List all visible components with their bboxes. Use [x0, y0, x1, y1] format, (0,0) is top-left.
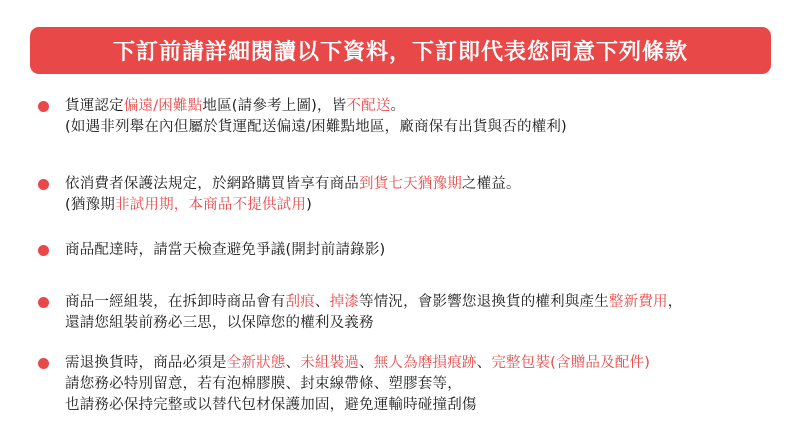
highlight-text: 完整包裝(含贈品及配件)	[491, 355, 651, 371]
body-text: 商品一經組裝，在拆卸時商品會有	[65, 294, 286, 310]
highlight-text: 整新費用	[608, 294, 668, 310]
highlight-text: 刮痕	[285, 294, 315, 310]
notice-line	[65, 195, 783, 216]
highlight-text: 未組裝過	[300, 355, 360, 371]
highlight-text: 不配送	[346, 98, 391, 114]
notice-item-cooling-off	[38, 174, 783, 216]
notice-line	[65, 353, 783, 374]
body-text: )	[306, 197, 312, 213]
notice-line	[65, 240, 783, 261]
notice-lines	[65, 240, 783, 261]
body-text: 。	[390, 98, 406, 114]
body-text: 、	[314, 294, 330, 310]
notice-item-delivery	[38, 96, 783, 138]
notice-line	[65, 395, 783, 416]
notice-line	[65, 374, 783, 395]
notice-banner: 下訂前請詳細閱讀以下資料，下訂即代表您同意下列條款	[30, 27, 771, 74]
body-text: 還請您組裝前務必三思，以保障您的權利及義務	[65, 315, 374, 331]
bullet-dot-icon	[38, 245, 49, 256]
bullet-dot-icon	[38, 297, 49, 308]
body-text: 依消費者保護法規定，於網路購買皆享有商品	[65, 176, 359, 192]
notice-line	[65, 96, 783, 117]
body-text: 地區(請參考上圖)，皆	[202, 98, 347, 114]
body-text: 請您務必特別留意，若有泡棉膠膜、封束線帶條、塑膠套等，	[65, 376, 462, 392]
bullet-dot-icon	[38, 101, 49, 112]
bullet-dot-icon	[38, 358, 49, 369]
body-text: (猶豫期	[65, 197, 115, 213]
highlight-text: 無人為磨損痕跡	[373, 355, 477, 371]
body-text: (如遇非列舉在內但屬於貨運配送偏遠/困難點地區，廠商保有出貨與否的權利)	[65, 119, 567, 135]
body-text: 需退換貨時，商品必須是	[65, 355, 227, 371]
highlight-text: 全新狀態	[226, 355, 286, 371]
body-text: 、	[476, 355, 492, 371]
body-text: 也請務必保持完整或以替代包材保護加固，避免運輸時碰撞刮傷	[65, 397, 477, 413]
notice-line	[65, 117, 783, 138]
notice-lines	[65, 96, 783, 138]
bullet-dot-icon	[38, 179, 49, 190]
notice-item-returns	[38, 353, 783, 416]
body-text: 、	[285, 355, 301, 371]
notice-item-assembly	[38, 292, 783, 334]
body-text: 之權益。	[461, 176, 521, 192]
notice-line	[65, 292, 783, 313]
notice-line	[65, 174, 783, 195]
highlight-text: 偏遠/困難點	[123, 98, 203, 114]
notice-item-inspection	[38, 240, 783, 261]
body-text: 商品配達時，請當天檢查避免爭議(開封前請錄影)	[65, 242, 386, 258]
highlight-text: 非試用期，本商品不提供試用	[114, 197, 307, 213]
highlight-text: 到貨七天猶豫期	[359, 176, 462, 192]
body-text: 貨運認定	[65, 98, 124, 114]
body-text: 、	[359, 355, 374, 371]
body-text: 等情況，會影響您退換貨的權利與產生	[359, 294, 609, 310]
notice-lines	[65, 292, 783, 334]
notice-lines	[65, 353, 783, 416]
body-text: ，	[667, 294, 683, 310]
highlight-text: 掉漆	[329, 294, 360, 310]
notice-lines	[65, 174, 783, 216]
notice-line	[65, 313, 783, 334]
